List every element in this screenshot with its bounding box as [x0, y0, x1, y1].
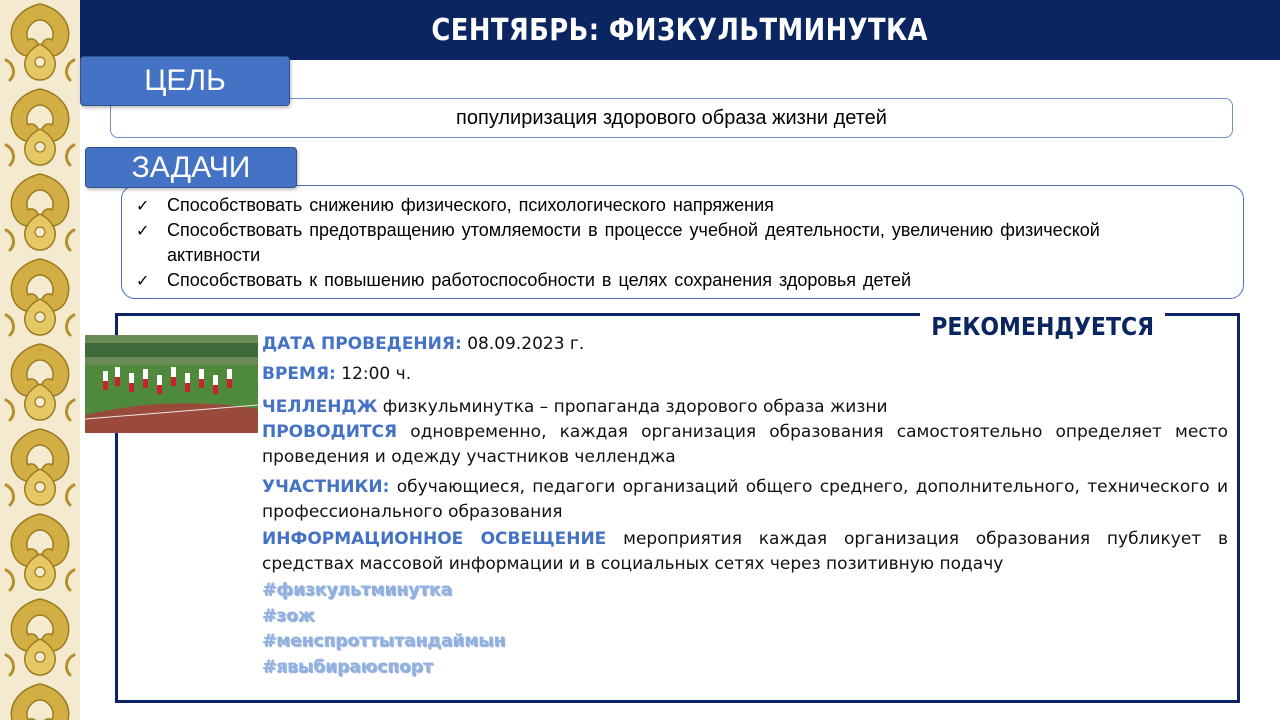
event-photo: [85, 335, 258, 433]
hashtag: #зож: [262, 605, 315, 626]
coverage-row: [262, 527, 1228, 578]
tasks-tab: [85, 147, 297, 188]
check-icon: ✓: [136, 196, 150, 215]
check-icon: ✓: [136, 271, 150, 290]
participants-label: УЧАСТНИКИ:: [262, 477, 390, 497]
time-value: 12:00 ч.: [341, 364, 412, 384]
event-details: [262, 334, 1228, 680]
participants-row: [262, 475, 1228, 527]
hashtag: #менспроттытандаймын: [262, 631, 506, 651]
date-label: ДАТА ПРОВЕДЕНИЯ:: [262, 334, 462, 354]
time-row: [262, 364, 1228, 394]
hashtag-list: [262, 578, 1228, 680]
task-item: [136, 268, 1243, 293]
title-bar: [80, 0, 1280, 60]
task-text: Способствовать предотвращению утомляемости в процессе учебной деятельности, увеличению физической активности: [167, 220, 1100, 265]
date-value: 08.09.2023 г.: [467, 334, 585, 354]
ornament-pattern: [0, 0, 80, 720]
goal-tab: [80, 56, 290, 106]
hashtag: #явыбираюспорт: [262, 656, 433, 677]
conducted-label: ПРОВОДИТСЯ: [262, 422, 398, 442]
task-item: [136, 218, 1243, 268]
goal-tab-label: ЦЕЛЬ: [144, 64, 226, 97]
coverage-value: мероприятия каждая организация образования публикует в средствах массовой информации и в социальных сетях через позитивную подачу: [262, 529, 1229, 574]
hashtag: #физкультминутка: [262, 580, 453, 600]
challenge-value: физкульминутка – пропаганда здорового образа жизни: [382, 397, 888, 417]
date-row: [262, 334, 1228, 364]
task-item: [136, 193, 1243, 218]
tasks-tab-label: ЗАДАЧИ: [131, 150, 251, 184]
recommend-text: РЕКОМЕНДУЕТСЯ: [931, 311, 1154, 341]
time-label: ВРЕМЯ:: [262, 364, 336, 384]
coverage-label: ИНФОРМАЦИОННОЕ ОСВЕЩЕНИЕ: [262, 529, 607, 549]
photo-illustration: [85, 335, 258, 433]
conducted-value: одновременно, каждая организация образования самостоятельно определяет место проведения и одежду участников челленджа: [262, 422, 1228, 467]
challenge-row: [262, 394, 1228, 420]
goal-text: популиризация здорового образа жизни детей: [456, 106, 887, 129]
page-title: СЕНТЯБРЬ: ФИЗКУЛЬТМИНУТКА: [431, 12, 929, 48]
ornament-border: [0, 0, 80, 720]
challenge-label: ЧЕЛЛЕНДЖ: [262, 397, 378, 417]
task-text: Способствовать снижению физического, психологического напряжения: [167, 195, 774, 215]
task-text: Способствовать к повышению работоспособности в целях сохранения здоровья детей: [167, 270, 912, 290]
conducted-row: [262, 420, 1228, 475]
tasks-box: [121, 185, 1244, 299]
check-icon: ✓: [136, 221, 150, 240]
participants-value: обучающиеся, педагоги организаций общего среднего, дополнительного, технического и профессионального образования: [262, 477, 1228, 522]
